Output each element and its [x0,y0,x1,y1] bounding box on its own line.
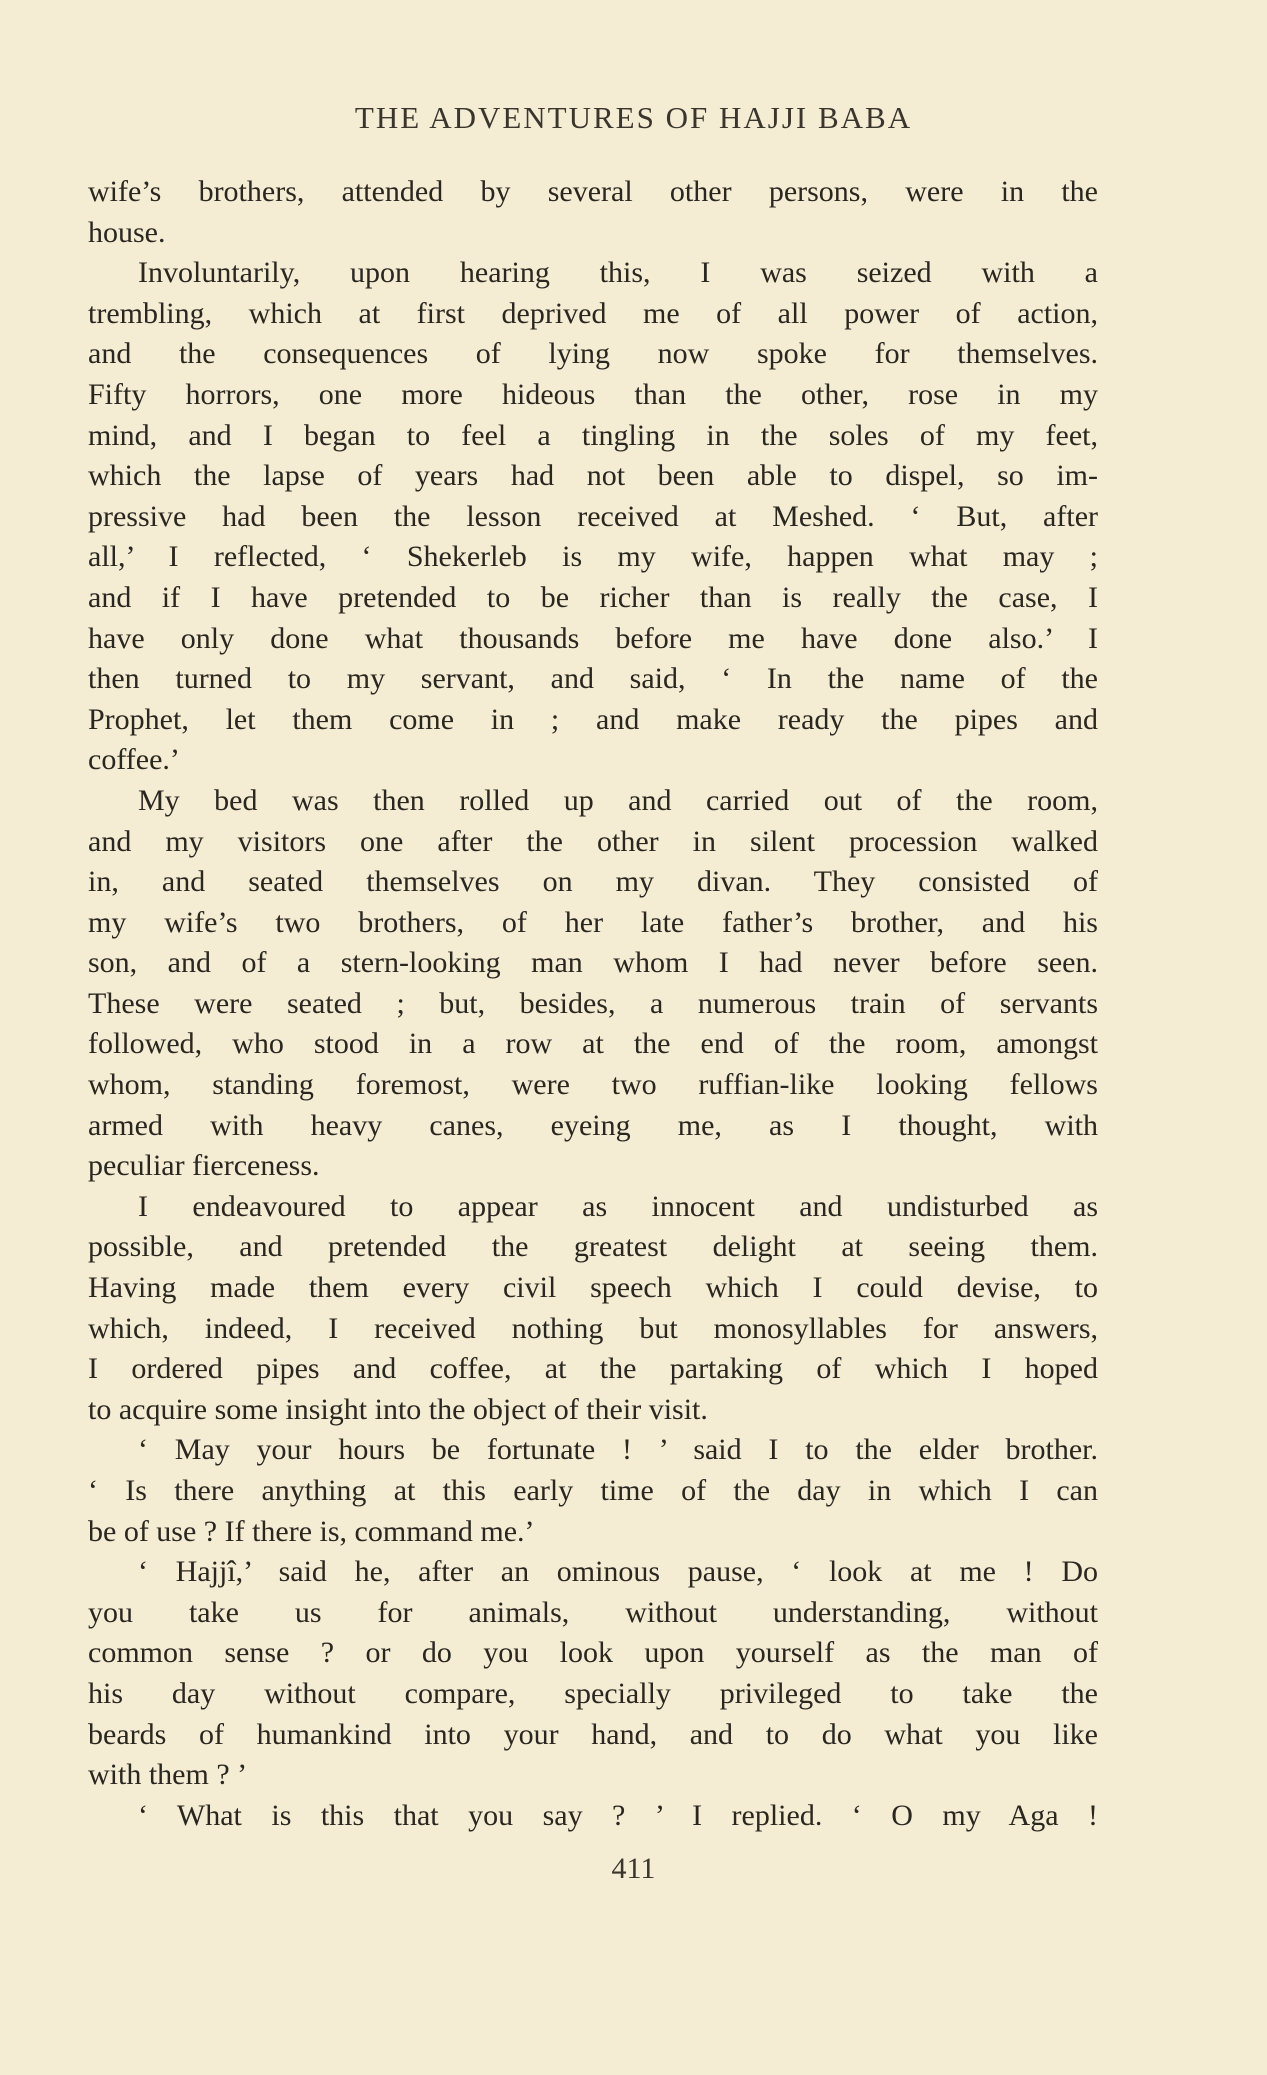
text-line: peculiar fierceness. [88,1149,320,1183]
text-line: my wife’s two brothers, of her late father’s brother, and his [88,905,1098,939]
text-line: wife’s brothers, attended by several other persons, were in the [88,175,1098,208]
text-line: all,’ I reflected, ‘ Shekerleb is my wife, happen what may ; [88,540,1098,574]
text-line: Prophet, let them come in ; and make ready the pipes and [88,702,1098,736]
text-line: then turned to my servant, and said, ‘ In the name of the [88,662,1098,696]
text-line: have only done what thousands before me have done also.’ I [88,621,1098,655]
paragraph-start-line: My bed was then rolled up and carried out of the room, [138,783,1098,817]
text-line: to acquire some insight into the object of their visit. [88,1392,708,1426]
paragraph-start-line: ‘ What is this that you say ? ’ I replied. ‘ O my Aga ! [138,1798,1098,1832]
text-line: and if I have pretended to be richer than is really the case, I [88,580,1098,614]
text-line: beards of humankind into your hand, and to do what you like [88,1717,1098,1751]
paragraph-start-line: ‘ Hajjî,’ said he, after an ominous pause, ‘ look at me ! Do [138,1555,1098,1589]
text-line: ‘ Is there anything at this early time of the day in which I can [88,1474,1098,1507]
text-line: with them ? ’ [88,1758,248,1792]
text-line: you take us for animals, without understanding, without [88,1595,1098,1629]
text-line: in, and seated themselves on my divan. They consisted of [88,865,1098,899]
text-line: I ordered pipes and coffee, at the partaking of which I hoped [88,1352,1098,1386]
text-line: which, indeed, I received nothing but monosyllables for answers, [88,1311,1098,1345]
page-number: 411 [611,1852,656,1885]
text-line: followed, who stood in a row at the end of the room, amongst [88,1027,1098,1061]
text-line: Fifty horrors, one more hideous than the other, rose in my [88,377,1098,411]
text-line: mind, and I began to feel a tingling in the soles of my feet, [88,418,1098,452]
paragraph-start-line: I endeavoured to appear as innocent and undisturbed as [138,1189,1098,1223]
text-line: common sense ? or do you look upon yourself as the man of [88,1636,1098,1670]
text-line: pressive had been the lesson received at Meshed. ‘ But, after [88,499,1098,533]
text-line: and my visitors one after the other in silent procession walked [88,824,1098,858]
paragraph-start-line: Involuntarily, upon hearing this, I was seized with a [138,256,1098,290]
text-line: his day without compare, specially privileged to take the [88,1676,1098,1710]
text-line: which the lapse of years had not been able to dispel, so im- [88,459,1098,493]
text-line: house. [88,215,166,249]
text-line: possible, and pretended the greatest delight at seeing them. [88,1230,1098,1264]
text-line: whom, standing foremost, were two ruffian-like looking fellows [88,1068,1098,1102]
text-line: and the consequences of lying now spoke for themselves. [88,337,1098,371]
text-line: armed with heavy canes, eyeing me, as I thought, with [88,1108,1098,1142]
running-head: THE ADVENTURES OF HAJJI BABA [354,100,913,135]
paragraph-start-line: ‘ May your hours be fortunate ! ’ said I to the elder brother. [138,1433,1098,1467]
text-line: son, and of a stern-looking man whom I had never before seen. [88,946,1098,980]
text-line: trembling, which at first deprived me of all power of action, [88,296,1098,330]
text-line: Having made them every civil speech which I could devise, to [88,1271,1098,1305]
text-line: coffee.’ [88,743,180,777]
text-line: be of use ? If there is, command me.’ [88,1514,535,1548]
body-text [88,172,1098,1836]
text-line: These were seated ; but, besides, a numerous train of servants [88,986,1098,1020]
